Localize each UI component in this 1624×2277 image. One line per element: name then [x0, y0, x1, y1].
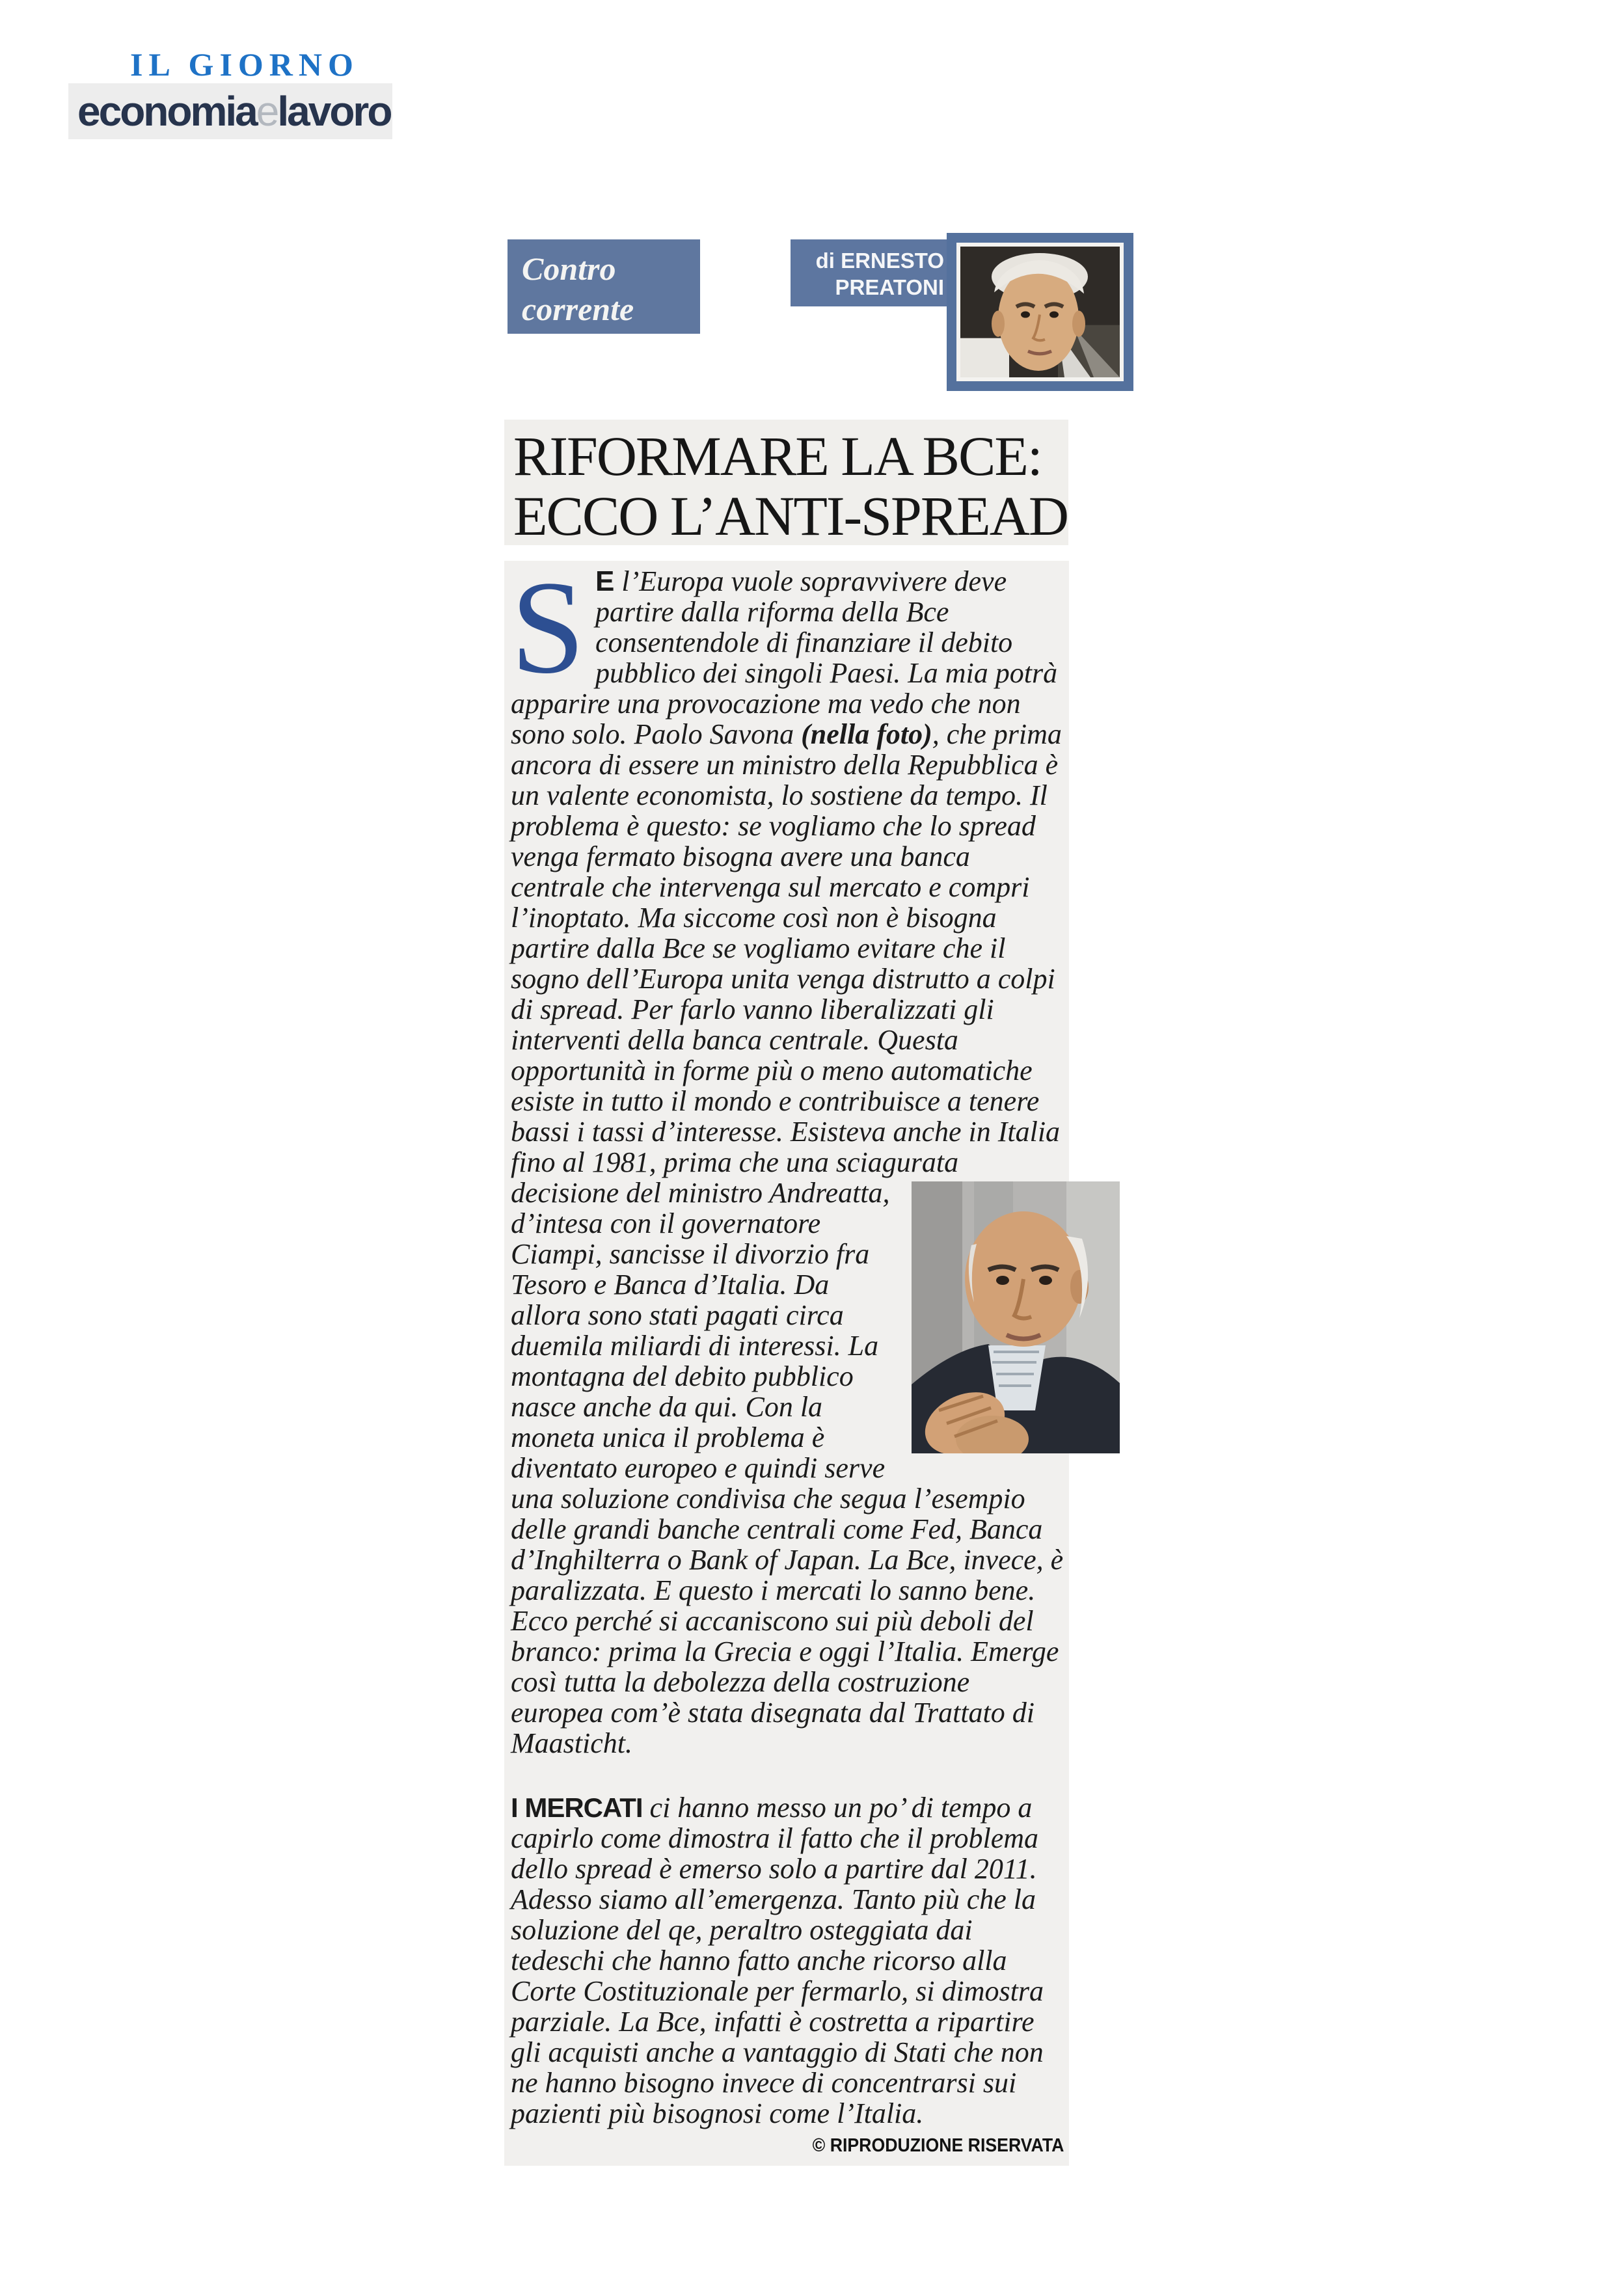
- byline-line2: PREATONI: [835, 275, 944, 299]
- mercati-lead: I MERCATI: [511, 1792, 643, 1823]
- column-badge-line1: Contro: [522, 250, 616, 287]
- copyright-notice: © RIPRODUZIONE RISERVATA: [812, 2135, 1064, 2156]
- newspaper-logo: IL GIORNO: [130, 46, 359, 83]
- headline-line1: RIFORMARE LA BCE:: [513, 425, 1042, 487]
- headline-line2: ECCO L’ANTI-SPREAD: [513, 485, 1068, 547]
- preatoni-portrait: [956, 243, 1124, 381]
- author-photo-frame: [947, 233, 1133, 391]
- section-word-lavoro: lavoro: [277, 88, 391, 135]
- section-word-economia: economia: [77, 88, 256, 135]
- column-badge: [508, 239, 700, 334]
- paragraph-1-text-b: , che prima ancora di essere un ministro della Repubblica è un valente economista, lo sostiene da tempo. Il problema è questo: se vogliamo che lo spread venga fermato bisogna avere una banca centrale che intervenga sul mercato e compri l’inoptato. Ma siccome così non è bisogna partire dalla Bce se vogliamo evitare che il sogno dell’Europa unita venga distrutto a colpi di spread. Per farlo vanno liberalizzati gli interventi della banca centrale. Questa opportunità in forme più o meno automatiche esiste in tutto il mondo e contribuisce a tenere bassi i tassi d’interesse. Esisteva anche in Italia fino al 1981, prima che una sciagurata: [511, 718, 1062, 1178]
- section-banner: [68, 83, 392, 139]
- paragraph-1-text-a: l’Europa vuole sopravvivere deve partire dalla riforma della Bce consentendole di finanziare il debito pubblico dei singoli Paesi. La mia potrà apparire una provocazione ma vedo che non sono solo. Paolo Savona: [511, 565, 1058, 750]
- article-body: [504, 554, 1069, 2166]
- paragraph-1: [511, 554, 1064, 1759]
- nella-foto-bold: (nella foto): [801, 718, 932, 750]
- byline-box: [791, 239, 952, 306]
- lead-capital: E: [595, 565, 615, 597]
- column-badge-line2: corrente: [522, 291, 634, 327]
- preatoni-portrait-art: [960, 247, 1120, 377]
- headline: [504, 420, 1068, 545]
- section-word-e: e: [256, 88, 278, 135]
- byline-line1: di ERNESTO: [815, 249, 944, 273]
- paragraph-2-text: ci hanno messo un po’ di tempo a capirlo come dimostra il fatto che il problema dello spread è emerso solo a partire dal 2011. Adesso siamo all’emergenza. Tanto più che la soluzione del qe, peraltro osteggiata dai tedeschi che hanno fatto anche ricorso alla Corte Costituzionale per fermarlo, si dimostra parziale. La Bce, infatti è costretta a ripartire gli acquisti anche a vantaggio di Stati che non ne hanno bisogno invece di concentrarsi sui pazienti più bisognosi come l’Italia.: [511, 1792, 1044, 2129]
- savona-photo-art: [912, 1181, 1120, 1453]
- drop-cap: S: [511, 554, 586, 701]
- paragraph-2: [511, 1792, 1064, 2129]
- paragraph-1-text-c: decisione del ministro Andreatta, d’intesa con il governatore Ciampi, sancisse il divorzio fra Tesoro e Banca d’Italia. Da allora sono stati pagati circa duemila miliardi di interessi. La montagna del debito pubblico nasce anche da qui. Con la moneta unica il problema è diventato europeo e quindi serve una soluzione condivisa che segua l’esempio delle grandi banche centrali come Fed, Banca d’Inghilterra o Bank of Japan. La Bce, invece, è paralizzata. E questo i mercati lo sanno bene. Ecco perché si accaniscono sui più deboli del branco: prima la Grecia e oggi l’Italia. Emerge così tutta la debolezza della costruzione europea com’è stata disegnata dal Trattato di Maasticht.: [511, 1177, 1064, 1759]
- savona-photo: [912, 1181, 1120, 1453]
